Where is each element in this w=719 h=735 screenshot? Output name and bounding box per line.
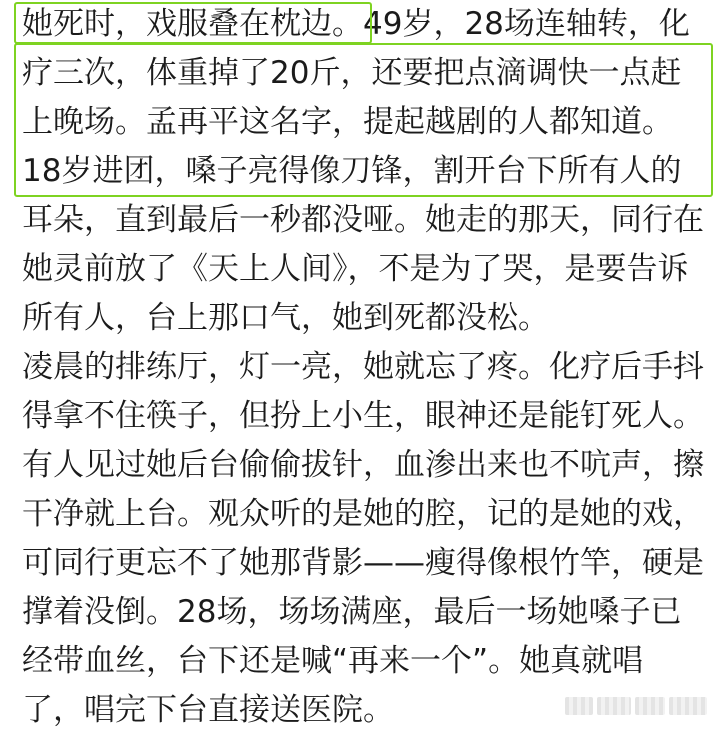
text-line: 有人见过她后台偷偷拔针，血渗出来也不吭声，擦	[22, 447, 704, 483]
text-line: 撑着没倒。28场，场场满座，最后一场她嗓子已	[22, 594, 682, 630]
paragraph-2	[22, 343, 712, 735]
text-line: 干净就上台。观众听的是她的腔，记的是她的戏，	[22, 496, 704, 532]
text-line: 凌晨的排练厅，灯一亮，她就忘了疼。化疗后手抖	[22, 349, 704, 385]
text-line: 上晚场。孟再平这名字，提起越剧的人都知道。	[22, 104, 673, 140]
article-body	[22, 0, 712, 735]
blurred-watermark	[565, 692, 713, 720]
text-line: 18岁进团，嗓子亮得像刀锋，割开台下所有人的	[22, 153, 682, 189]
text-line: 所有人，台上那口气，她到死都没松。	[22, 300, 549, 336]
text-line: 疗三次，体重掉了20斤，还要把点滴调快一点赶	[22, 55, 682, 91]
paragraph-1	[22, 0, 712, 343]
text-line: 了，唱完下台直接送医院。	[22, 692, 394, 728]
text-line: 可同行更忘不了她那背影——瘦得像根竹竿，硬是	[22, 545, 704, 581]
text-line: 她灵前放了《天上人间》，不是为了哭，是要告诉	[22, 251, 689, 287]
text-line: 经带血丝，台下还是喊“再来一个”。她真就唱	[22, 643, 644, 679]
text-line: 她死时，戏服叠在枕边。49岁，28场连轴转，化	[22, 6, 690, 42]
text-line: 耳朵，直到最后一秒都没哑。她走的那天，同行在	[22, 202, 704, 238]
text-line: 得拿不住筷子，但扮上小生，眼神还是能钉死人。	[22, 398, 704, 434]
